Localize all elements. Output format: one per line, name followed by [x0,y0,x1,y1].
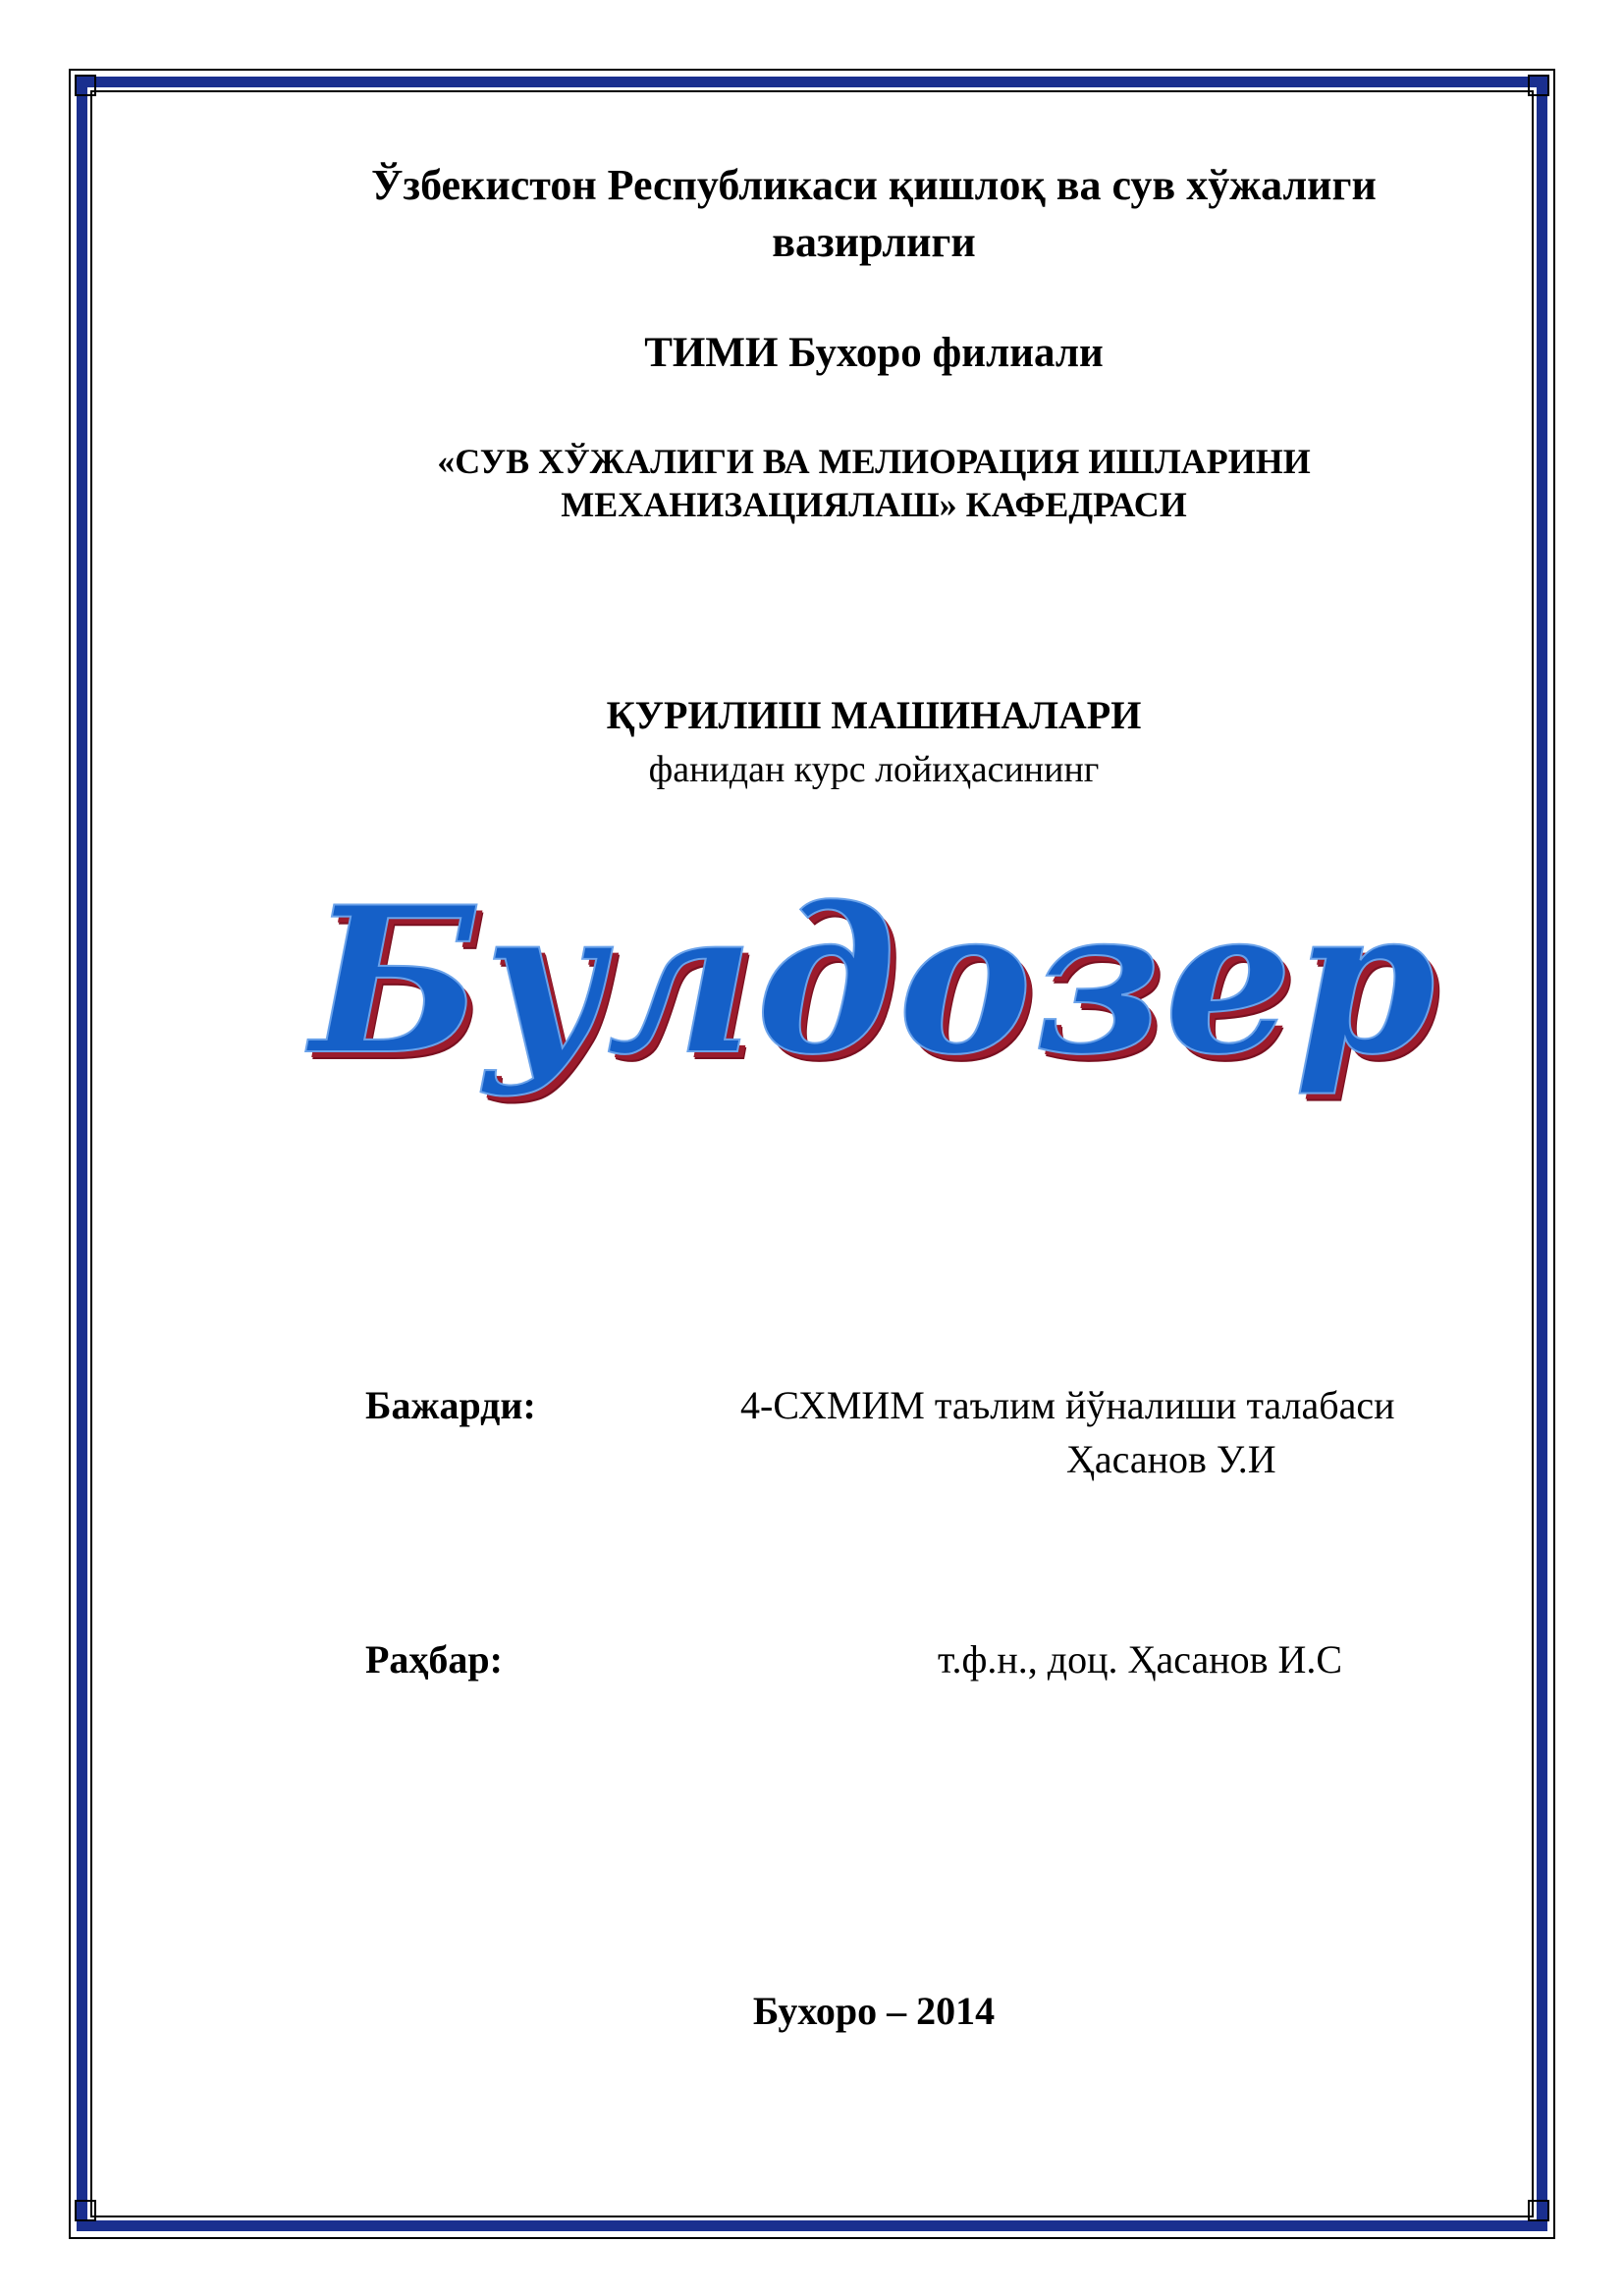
ministry-heading [177,157,1571,271]
ministry-line-1: Ўзбекистон Республикаси қишлоқ ва сув хўжалиги [371,161,1377,209]
project-title: Булдозер [310,864,1437,1099]
advisor-label: Раҳбар: [365,1637,503,1682]
executed-program: 4-СХМИМ таълим йўналиши талабаси [740,1383,1395,1427]
department-heading [177,440,1571,526]
subject-name: ҚУРИЛИШ МАШИНАЛАРИ [606,693,1142,737]
ministry-line-2: вазирлиги [772,218,976,266]
executed-label: Бажарди: [365,1383,536,1427]
branch-heading: ТИМИ Бухоро филиали [644,330,1104,376]
subject-subtitle: фанидан курс лойиҳасининг [648,749,1100,790]
frame-corner-top-left [75,75,96,96]
frame-corner-top-right [1528,75,1549,96]
page-frame-inner [90,90,1534,2217]
footer-place-year: Бухоро – 2014 [752,1989,996,2033]
advisor-name: т.ф.н., доц. Ҳасанов И.С [938,1637,1343,1682]
executed-student: Ҳасанов У.И [1066,1437,1276,1481]
frame-corner-bottom-left [75,2200,96,2221]
department-line-1: «СУВ ХЎЖАЛИГИ ВА МЕЛИОРАЦИЯ ИШЛАРИНИ [437,442,1311,481]
frame-corner-bottom-right [1528,2200,1549,2221]
department-line-2: МЕХАНИЗАЦИЯЛАШ» КАФЕДРАСИ [561,485,1187,524]
